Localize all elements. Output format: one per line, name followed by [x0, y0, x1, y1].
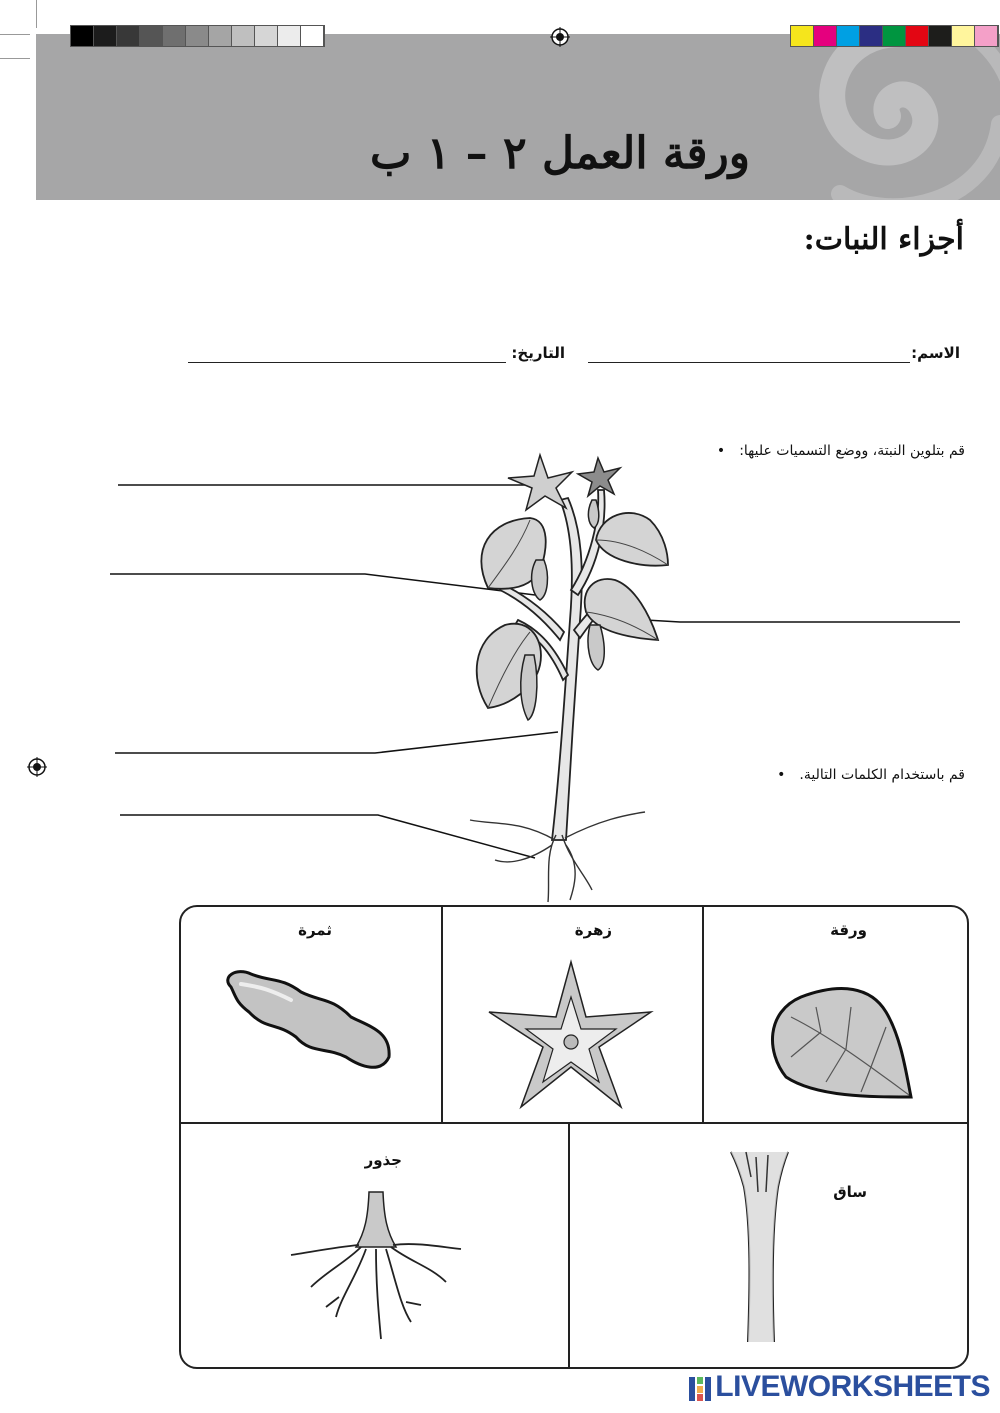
date-field[interactable] [188, 362, 506, 363]
color-swatch [860, 26, 883, 46]
gray-swatch [278, 26, 301, 46]
color-swatch [791, 26, 814, 46]
word-leaf-label: ورقة [830, 921, 867, 939]
gray-swatch [232, 26, 255, 46]
gray-swatch [209, 26, 232, 46]
gray-swatch [94, 26, 117, 46]
registration-target-icon [550, 27, 570, 47]
stem-image [726, 1147, 796, 1347]
label-line-stem [115, 732, 558, 753]
label-line-fruit [110, 574, 535, 595]
date-label: التاريخ: [511, 344, 565, 362]
flower-image [481, 957, 661, 1117]
gray-swatch [301, 26, 324, 46]
word-flower-label: زهرة [574, 921, 612, 939]
word-stem-label: ساق [833, 1183, 867, 1201]
crop-mark [0, 34, 30, 35]
word-roots-label: جذور [364, 1151, 402, 1169]
color-swatch [837, 26, 860, 46]
plant-diagram [0, 440, 1000, 910]
instruction-color-label: قم بتلوين النبتة، ووضع التسميات عليها:• [716, 443, 965, 459]
instruction-use-words: قم باستخدام الكلمات التالية.• [777, 767, 965, 783]
gray-swatch [140, 26, 163, 46]
leaf-image [761, 977, 921, 1102]
worksheet-title: ورقة العمل ٢ – ١ ب [369, 128, 750, 179]
gray-swatch [117, 26, 140, 46]
brand-name: LIVEWORKSHEETS [715, 1370, 990, 1403]
gray-swatch [71, 26, 94, 46]
grayscale-registration-strip [70, 25, 325, 47]
word-bank [179, 905, 969, 1369]
label-line-leaf [610, 618, 960, 622]
name-field[interactable] [588, 362, 910, 363]
word-fruit-label: ثمرة [298, 921, 332, 939]
swirl-decoration [770, 34, 1000, 200]
color-swatch [883, 26, 906, 46]
brand-grid-icon [689, 1375, 711, 1399]
color-swatch [975, 26, 998, 46]
color-registration-strip [790, 25, 999, 47]
gray-swatch [163, 26, 186, 46]
gray-swatch [255, 26, 278, 46]
name-label: الاسم: [911, 344, 960, 362]
color-swatch [952, 26, 975, 46]
crop-mark [0, 58, 30, 59]
color-swatch [906, 26, 929, 46]
crop-mark [36, 0, 37, 28]
liveworksheets-logo [689, 1370, 990, 1404]
section-title: أجزاء النبات: [803, 222, 964, 257]
roots-image [281, 1187, 471, 1347]
label-line-roots [120, 815, 535, 858]
color-swatch [929, 26, 952, 46]
gray-swatch [186, 26, 209, 46]
color-swatch [814, 26, 837, 46]
fruit-image [211, 962, 401, 1092]
